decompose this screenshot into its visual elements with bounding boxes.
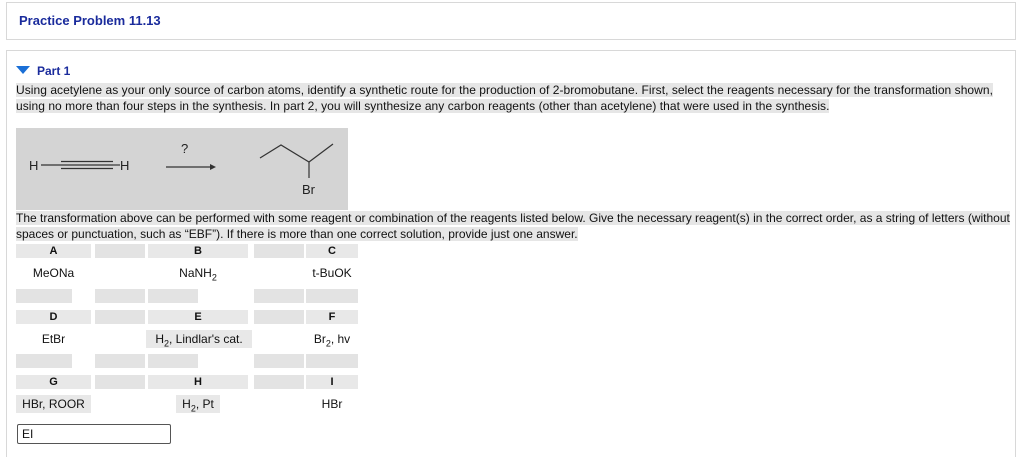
reagent-letter-i: I xyxy=(306,375,358,389)
reagent-letter-h: H xyxy=(148,375,248,389)
product-skeleton xyxy=(260,144,333,162)
table-spacer xyxy=(16,354,72,368)
table-spacer xyxy=(254,310,304,324)
reagent-letter-g: G xyxy=(16,375,91,389)
page-title: Practice Problem 11.13 xyxy=(19,13,161,28)
product-substituent: Br xyxy=(302,182,315,197)
reagent-g: HBr, ROOR xyxy=(16,395,91,413)
reagent-letter-e: E xyxy=(148,310,248,324)
reactant-right-atom: H xyxy=(120,158,130,173)
reagent-letter-d: D xyxy=(16,310,91,324)
table-spacer xyxy=(95,244,145,258)
reagent-b: NaNH$_2$ xyxy=(179,266,217,283)
reaction-arrow-head-icon xyxy=(210,164,216,170)
reagent-letter-b: B xyxy=(148,244,248,258)
table-spacer xyxy=(306,354,358,368)
instructions: The transformation above can be performed with some reagent or combination of the reagents listed below. Give the necessary reagent(s) in the correct order, as a string of letters (without spaces or punctuation, such as “EBF”). If there is more than one correct solution, provide just one answer. xyxy=(16,211,1010,241)
reagent-c: t-BuOK xyxy=(312,266,352,280)
table-spacer xyxy=(254,289,304,303)
reaction-svg xyxy=(16,128,348,210)
reagent-i: HBr xyxy=(321,397,343,411)
reactant-left-atom: H xyxy=(29,158,39,173)
table-spacer xyxy=(148,289,198,303)
answer-input[interactable] xyxy=(17,424,171,444)
arrow-label: ? xyxy=(181,141,189,156)
table-spacer xyxy=(95,310,145,324)
reagent-e: $H_2$, Lindlar's cat. xyxy=(146,330,252,348)
reagent-h: $H_2$, Pt xyxy=(176,395,220,413)
table-spacer xyxy=(254,244,304,258)
reagent-letter-f: F xyxy=(306,310,358,324)
title-bar xyxy=(6,2,1016,40)
table-spacer xyxy=(16,289,72,303)
table-spacer xyxy=(254,375,304,389)
part-label[interactable]: Part 1 xyxy=(37,64,71,78)
table-spacer xyxy=(306,289,358,303)
table-spacer xyxy=(95,289,145,303)
reagent-f: $Br_2$, hv xyxy=(313,332,351,349)
reaction-scheme xyxy=(16,128,348,210)
reagent-letter-a: A xyxy=(16,244,91,258)
problem-prompt: Using acetylene as your only source of carbon atoms, identify a synthetic route for the production of 2-bromobutane. First, select the reagents necessary for the transformation shown, using no more than four steps in the synthesis. In part 2, you will synthesize any carbon reagents (other than acetylene) that were used in the synthesis. xyxy=(16,83,993,113)
table-spacer xyxy=(95,354,145,368)
reagent-letter-c: C xyxy=(306,244,358,258)
table-spacer xyxy=(95,375,145,389)
table-spacer xyxy=(148,354,198,368)
reagent-a: MeONa xyxy=(32,266,75,280)
reagent-d: EtBr xyxy=(41,332,66,346)
table-spacer xyxy=(254,354,304,368)
collapse-triangle-icon[interactable] xyxy=(16,66,30,74)
